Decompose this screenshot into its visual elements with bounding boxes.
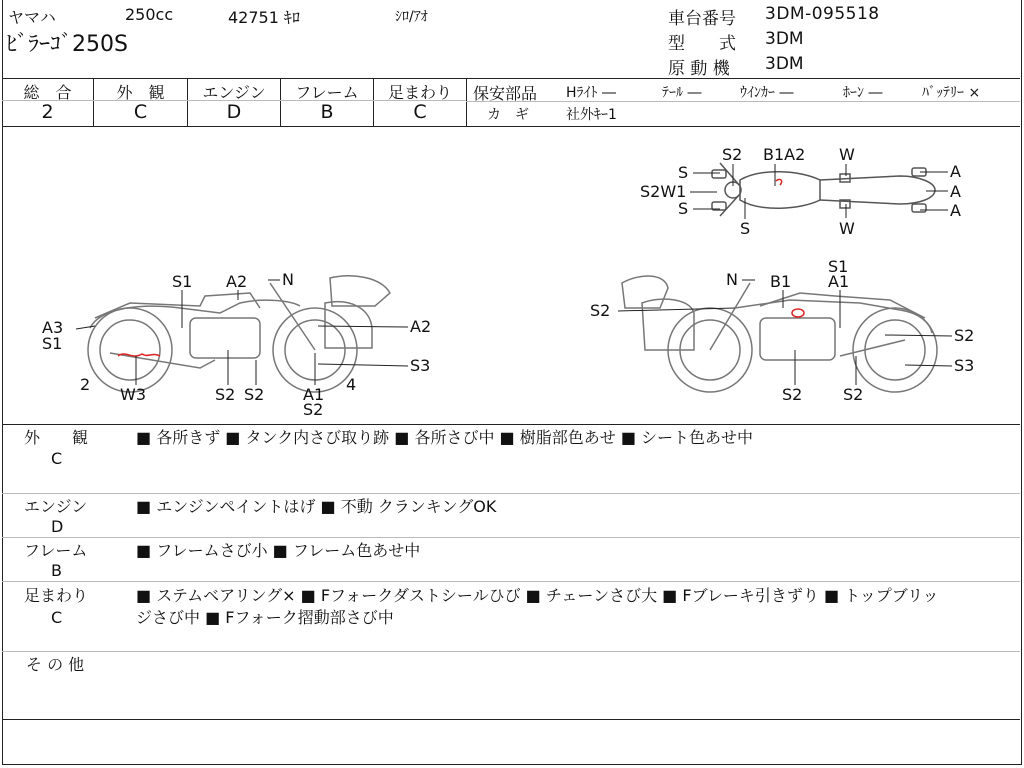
- maker: ヤマハ: [8, 8, 56, 27]
- seat-outline: [820, 176, 935, 204]
- frame-no: 3DM-095518: [765, 4, 880, 24]
- note-grade-engine: D: [51, 517, 64, 536]
- safety-item-label: ﾊﾞｯﾃﾘｰ: [922, 85, 964, 101]
- frame-no-label: 車台番号: [668, 9, 736, 29]
- note-label-frame: フレーム: [24, 541, 88, 560]
- safety-item-label: ﾃｰﾙ: [662, 85, 683, 101]
- engine-value: 3DM: [765, 54, 804, 74]
- label-left-a2b: A2: [410, 317, 432, 336]
- safety-label: 保安部品: [473, 84, 538, 103]
- note-divider: [2, 537, 1020, 538]
- mirror-top: [712, 170, 726, 178]
- rear-wheel-inner: [100, 320, 160, 380]
- safety-item-label: ｳｲﾝｶｰ: [740, 85, 775, 101]
- model-name: ﾋﾞﾗｰｺﾞ250S: [6, 32, 128, 57]
- right-view-labels: [590, 257, 974, 404]
- mileage: 42751 ｷﾛ: [228, 8, 300, 27]
- seat-tank-outline-r: [760, 293, 925, 318]
- note-grade-exterior: C: [51, 449, 63, 468]
- grade-divider: [466, 78, 467, 126]
- engine-grade-label: エンジン: [202, 83, 266, 102]
- note-divider: [2, 493, 1020, 494]
- winker-bottom: [912, 204, 926, 212]
- leader-line: [885, 335, 952, 336]
- label-top-s1: S: [678, 163, 689, 182]
- safety-item-mark: ―: [687, 85, 702, 101]
- label-top-a1: A: [950, 162, 961, 181]
- left-view-leaders: [76, 280, 408, 385]
- safety-item-mark: ×: [968, 85, 981, 101]
- windscreen-right: [622, 276, 668, 308]
- label-right-b1: B1: [770, 272, 792, 291]
- label-top-b1a2: B1A2: [763, 145, 806, 164]
- label-right-s2a: S2: [590, 301, 611, 320]
- frame-grade-label: フレーム: [295, 83, 359, 102]
- top-view-labels: [640, 145, 961, 238]
- label-left-s2a: S2: [215, 385, 236, 404]
- label-top-a2: A: [950, 182, 961, 201]
- note-label-other: そ の 他: [26, 655, 85, 674]
- note-text-engine: ■ エンジンペイントはげ ■ 不動 クランキングOK: [136, 497, 497, 516]
- rear-wheel-r-inner: [865, 320, 925, 380]
- note-text-exterior: ■ 各所きず ■ タンク内さび取り跡 ■ 各所さび中 ■ 樹脂部色あせ ■ シート色あせ中: [136, 428, 754, 447]
- overall-grade: 2: [41, 101, 54, 123]
- label-left-s3: S3: [410, 356, 431, 375]
- note-label-engine: エンジン: [24, 497, 88, 516]
- safety-item-taillight: [662, 82, 701, 102]
- label-top-w2: W: [839, 219, 855, 238]
- notes-bottom-divider: [2, 719, 1020, 720]
- safety-item-mark: ―: [779, 85, 794, 101]
- leader-line: [318, 364, 408, 366]
- label-right-n: N: [726, 270, 738, 289]
- engine-block: [190, 318, 260, 358]
- header-divider: [2, 78, 1020, 79]
- exhaust-r: [840, 340, 905, 356]
- body-color: ｼﾛ/ｱｵ: [395, 9, 428, 25]
- frame-grade: B: [320, 101, 334, 123]
- damage-diagram: [0, 128, 1024, 424]
- note-text-suspension: ■ ステムベアリング× ■ Fフォークダストシールひび ■ チェーンさび大 ■ Fブレーキ引きずり ■ トップブリッ: [136, 586, 939, 605]
- safety-item-battery: [922, 82, 980, 102]
- label-right-s2c: S2: [782, 385, 803, 404]
- note-divider: [2, 581, 1020, 582]
- label-left-s1: S1: [172, 272, 193, 291]
- note-grade-suspension: C: [51, 608, 63, 627]
- exterior-label: 外 観: [116, 83, 165, 102]
- label-right-s2d: S2: [843, 385, 864, 404]
- note-divider: [2, 651, 1020, 652]
- tank-outline: [740, 172, 820, 209]
- label-top-s2w1: S2W1: [640, 182, 687, 201]
- suspension-grade: C: [413, 101, 427, 123]
- suspension-grade-label: 足まわり: [387, 83, 452, 102]
- front-fork: [270, 283, 315, 350]
- type-value: 3DM: [765, 29, 804, 49]
- safety-item-horn: [843, 82, 882, 102]
- leader-line: [318, 326, 408, 327]
- left-side-view: [88, 276, 390, 392]
- label-right-s3: S3: [954, 356, 975, 375]
- safety-item-winker: [740, 82, 793, 102]
- label-right-s2b: S2: [954, 326, 975, 345]
- safety-item-headlight: [566, 82, 616, 102]
- note-label-suspension: 足まわり: [24, 586, 89, 605]
- note-text-frame: ■ フレームさび小 ■ フレーム色あせ中: [136, 541, 421, 560]
- engine-grade: D: [226, 101, 242, 123]
- label-left-a3: A3: [42, 318, 64, 337]
- damage-mark-top: [776, 179, 782, 185]
- label-left-s2c: S2: [303, 400, 324, 419]
- note-text-suspension-2: ジさび中 ■ Fフォーク摺動部さび中: [136, 608, 394, 627]
- note-grade-frame: B: [51, 561, 62, 580]
- safety-item-mark: ―: [868, 85, 883, 101]
- displacement: 250cc: [125, 5, 174, 24]
- label-top-a3: A: [950, 201, 961, 220]
- front-fork-r: [710, 283, 750, 350]
- right-view-leaders: [618, 280, 952, 385]
- exterior-grade: C: [133, 101, 148, 123]
- label-top-w1: W: [839, 145, 855, 164]
- safety-item-label: Hﾗｲﾄ: [566, 85, 598, 101]
- safety-item-mark: ―: [601, 85, 616, 101]
- label-right-s1: S1: [828, 257, 849, 276]
- safety-item-label: ﾎｰﾝ: [843, 85, 864, 101]
- key-value: 社外ｷｰ1: [566, 107, 617, 123]
- frame-outline: [90, 300, 300, 328]
- label-left-rear-wheel-no: 2: [80, 375, 91, 394]
- label-left-w3: W3: [120, 385, 146, 404]
- label-left-front-wheel-no: 4: [346, 375, 357, 394]
- label-left-a2: A2: [226, 272, 248, 291]
- key-label: カ ギ: [487, 107, 529, 123]
- leader-line: [76, 326, 95, 329]
- label-left-n: N: [282, 270, 294, 289]
- diagram-bottom-divider: [2, 424, 1020, 425]
- leader-line: [905, 365, 952, 366]
- label-left-s2b: S2: [244, 385, 265, 404]
- label-left-a1: A1: [303, 385, 325, 404]
- label-top-s3: S: [678, 199, 689, 218]
- damage-mark-right: [792, 309, 804, 317]
- label-top-s2: S2: [722, 145, 743, 164]
- exhaust: [110, 353, 215, 368]
- engine-label: 原 動 機: [668, 59, 730, 79]
- engine-block-r: [760, 318, 835, 360]
- grade-bottom-divider: [2, 126, 1020, 127]
- note-label-exterior: 外 観: [24, 428, 89, 447]
- label-right-a1: A1: [828, 272, 850, 291]
- overall-label: 総 合: [23, 83, 72, 102]
- label-top-s4: S: [740, 219, 751, 238]
- type-label: 型 式: [668, 34, 736, 54]
- label-left-s1b: S1: [42, 334, 63, 353]
- right-side-view: [622, 276, 937, 392]
